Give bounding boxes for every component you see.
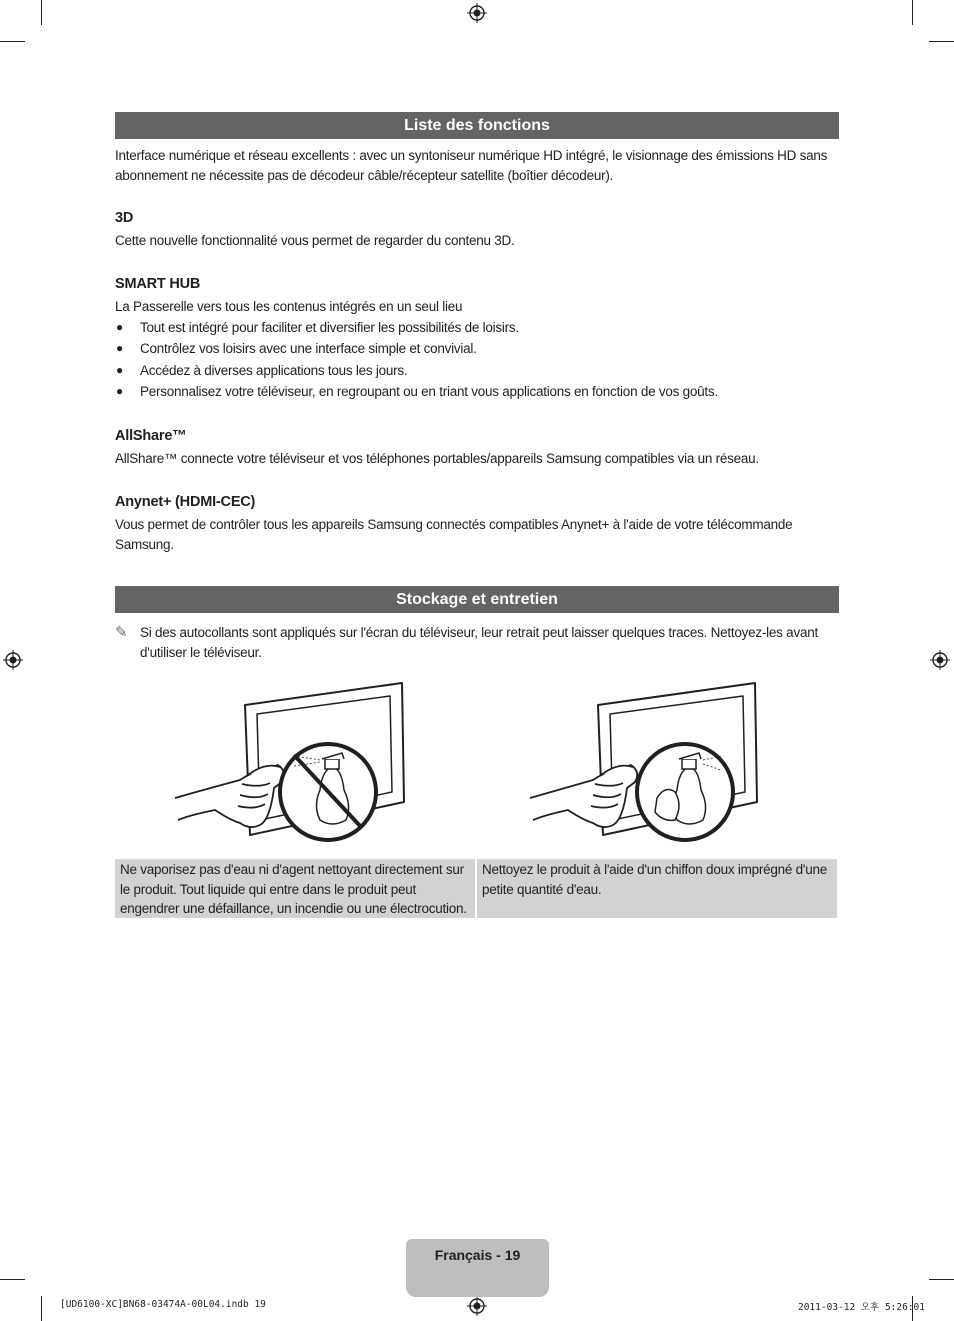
note-pencil-icon: ✎ (115, 624, 128, 641)
crop-mark (41, 0, 42, 25)
crop-mark (41, 1296, 42, 1321)
crop-mark (929, 41, 954, 42)
no-spray-illustration (170, 680, 410, 850)
list-item-text: Tout est intégré pour faciliter et diversifier les possibilités de loisirs. (140, 320, 519, 335)
anynet-body: Vous permet de contrôler tous les appareils Samsung connectés compatibles Anynet+ à l'aide de votre télécommande Samsung. (115, 517, 793, 552)
list-item (115, 338, 839, 359)
crop-mark (0, 41, 25, 42)
registration-mark-icon (930, 650, 950, 670)
file-slug: [UD6100-XC]BN68-03474A-00L04.indb 19 (60, 1299, 266, 1310)
feature-3d-body: Cette nouvelle fonctionnalité vous permet de regarder du contenu 3D. (115, 233, 515, 248)
smart-hub-title: SMART HUB (115, 276, 201, 292)
allshare-title: AllShare™ (115, 428, 187, 444)
list-item (115, 317, 839, 338)
crop-mark (912, 0, 913, 25)
bullet-icon: ● (116, 341, 123, 356)
list-item-text: Personnalisez votre téléviseur, en regroupant ou en triant vous applications en fonction de vos goûts. (140, 383, 718, 399)
list-item-text: Contrôlez vos loisirs avec une interface simple et convivial. (140, 341, 477, 357)
smart-hub-body: La Passerelle vers tous les contenus intégrés en un seul lieu (115, 299, 463, 314)
page-number-tab: Français - 19 (406, 1239, 549, 1297)
bullet-icon: ● (116, 383, 123, 398)
intro-paragraph: Interface numérique et réseau excellents : avec un syntoniseur numérique HD intégré, le visionnage des émissions HD sans abonnement ne nécessite pas de décodeur câble/récepteur satellite (boîtier décodeur). (115, 148, 828, 183)
list-item (115, 381, 839, 402)
soft-cloth-illustration (525, 680, 765, 850)
smart-hub-bullet-list (115, 317, 839, 402)
feature-3d-title: 3D (115, 210, 134, 226)
anynet-title: Anynet+ (HDMI-CEC) (115, 494, 256, 510)
registration-mark-icon (467, 1296, 487, 1316)
list-item (115, 360, 839, 381)
crop-mark (0, 1279, 25, 1280)
storage-note-text: Si des autocollants sont appliqués sur l'écran du téléviseur, leur retrait peut laisser quelques traces. Nettoyez-les avant d'utiliser le téléviseur. (140, 625, 818, 660)
allshare-body: AllShare™ connecte votre téléviseur et vos téléphones portables/appareils Samsung compatibles via un réseau. (115, 451, 759, 466)
registration-mark-icon (467, 3, 487, 23)
list-item-text: Accédez à diverses applications tous les jours. (140, 362, 408, 378)
bullet-icon: ● (116, 320, 123, 334)
print-timestamp: 2011-03-12 오후 5:26:01 (797, 1302, 925, 1313)
caption-use-soft-cloth: Nettoyez le produit à l'aide d'un chiffon doux imprégné d'une petite quantité d'eau. (477, 859, 837, 918)
section-title-storage: Stockage et entretien (115, 586, 839, 613)
crop-mark (929, 1279, 954, 1280)
caption-do-not-spray: Ne vaporisez pas d'eau ni d'agent nettoyant directement sur le produit. Tout liquide qui entre dans le produit peut engendrer une défaillance, un incendie ou une électrocution. (115, 859, 475, 918)
section-title-features: Liste des fonctions (115, 112, 839, 139)
bullet-icon: ● (116, 362, 123, 377)
registration-mark-icon (3, 650, 23, 670)
storage-note (115, 623, 839, 662)
